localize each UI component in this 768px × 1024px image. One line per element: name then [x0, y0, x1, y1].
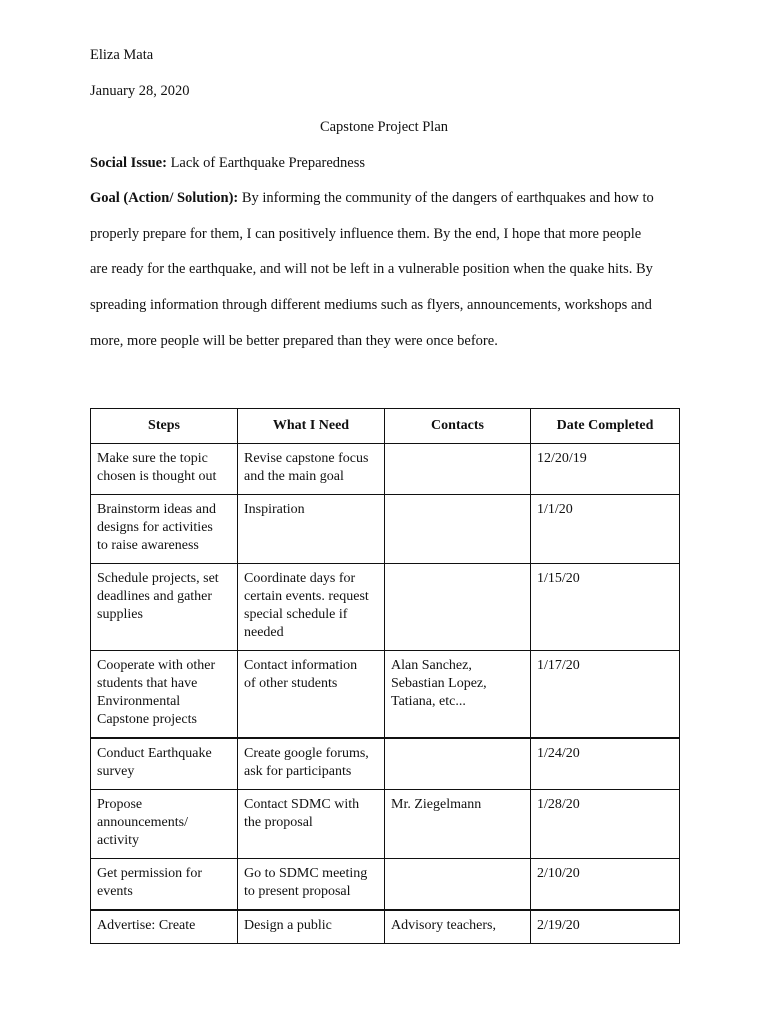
cell-steps: [91, 859, 238, 911]
cell-line: Schedule projects, set: [97, 571, 219, 586]
table-row: [91, 910, 680, 944]
cell-line: 2/10/20: [537, 866, 580, 881]
cell-line: supplies: [97, 607, 143, 622]
cell-line: events: [97, 884, 133, 899]
cell-line: activity: [97, 833, 139, 848]
cell-line: chosen is thought out: [97, 469, 217, 484]
cell-line: Revise capstone focus: [244, 451, 369, 466]
goal-line-3: are ready for the earthquake, and will not be left in a vulnerable position when the quake hits. By: [90, 261, 653, 277]
cell-what-i-need: [238, 651, 385, 739]
cell-date-completed: [531, 790, 680, 859]
cell-what-i-need: [238, 790, 385, 859]
cell-line: 12/20/19: [537, 451, 587, 466]
cell-line: survey: [97, 764, 135, 779]
cell-line: special schedule if: [244, 607, 348, 622]
cell-steps: [91, 444, 238, 495]
cell-line: 1/15/20: [537, 571, 580, 586]
cell-contacts: [385, 910, 531, 944]
table-row: [91, 495, 680, 564]
cell-line: and the main goal: [244, 469, 344, 484]
cell-line: Inspiration: [244, 502, 305, 517]
goal-label: Goal (Action/ Solution):: [90, 190, 239, 206]
cell-line: of other students: [244, 676, 338, 691]
cell-line: to present proposal: [244, 884, 351, 899]
cell-contacts: [385, 444, 531, 495]
cell-steps: [91, 738, 238, 790]
table-row: [91, 738, 680, 790]
goal-line-5: more, more people will be better prepared than they were once before.: [90, 333, 498, 349]
cell-contacts: [385, 495, 531, 564]
cell-line: designs for activities: [97, 520, 213, 535]
cell-line: Go to SDMC meeting: [244, 866, 368, 881]
table-row: [91, 790, 680, 859]
cell-line: Coordinate days for: [244, 571, 356, 586]
social-issue-label: Social Issue:: [90, 155, 167, 171]
cell-line: 1/28/20: [537, 797, 580, 812]
document-title: Capstone Project Plan: [319, 119, 449, 135]
cell-date-completed: [531, 651, 680, 739]
cell-line: Alan Sanchez,: [391, 658, 472, 673]
cell-date-completed: [531, 859, 680, 911]
cell-line: 2/19/20: [537, 918, 580, 933]
column-header-steps: Steps: [91, 409, 238, 444]
cell-line: 1/1/20: [537, 502, 573, 517]
cell-line: Cooperate with other: [97, 658, 216, 673]
cell-what-i-need: [238, 564, 385, 651]
cell-line: Advertise: Create: [97, 918, 196, 933]
cell-contacts: [385, 859, 531, 911]
table-header-row: [91, 409, 680, 444]
cell-line: deadlines and gather: [97, 589, 213, 604]
cell-what-i-need: [238, 859, 385, 911]
author-name: Eliza Mata: [90, 47, 154, 63]
cell-date-completed: [531, 564, 680, 651]
cell-line: Tatiana, etc...: [391, 694, 466, 709]
cell-line: ask for participants: [244, 764, 352, 779]
cell-date-completed: [531, 910, 680, 944]
cell-contacts: [385, 738, 531, 790]
cell-date-completed: [531, 495, 680, 564]
cell-line: Get permission for: [97, 866, 202, 881]
cell-what-i-need: [238, 495, 385, 564]
cell-line: certain events. request: [244, 589, 369, 604]
cell-contacts: [385, 651, 531, 739]
cell-line: Make sure the topic: [97, 451, 208, 466]
cell-what-i-need: [238, 444, 385, 495]
project-plan-table: [90, 408, 680, 944]
cell-line: Brainstorm ideas and: [97, 502, 216, 517]
social-issue-text: Lack of Earthquake Preparedness: [166, 155, 366, 171]
cell-line: 1/17/20: [537, 658, 580, 673]
cell-line: 1/24/20: [537, 746, 580, 761]
cell-contacts: [385, 790, 531, 859]
social-issue-line: [90, 154, 365, 172]
cell-steps: [91, 564, 238, 651]
cell-steps: [91, 651, 238, 739]
column-header-date-completed: Date Completed: [531, 409, 680, 444]
table-row: [91, 444, 680, 495]
cell-line: Capstone projects: [97, 712, 197, 727]
cell-line: Design a public: [244, 918, 332, 933]
cell-steps: [91, 495, 238, 564]
cell-line: Advisory teachers,: [391, 918, 496, 933]
cell-line: to raise awareness: [97, 538, 199, 553]
cell-line: Contact SDMC with: [244, 797, 360, 812]
goal-line-2: properly prepare for them, I can positively influence them. By the end, I hope that more people: [90, 226, 642, 242]
cell-contacts: [385, 564, 531, 651]
cell-line: students that have: [97, 676, 198, 691]
cell-line: Create google forums,: [244, 746, 369, 761]
cell-line: Contact information: [244, 658, 358, 673]
cell-steps: [91, 790, 238, 859]
cell-what-i-need: [238, 910, 385, 944]
cell-line: Environmental: [97, 694, 181, 709]
cell-line: the proposal: [244, 815, 313, 830]
goal-text: By informing the community of the dangers of earthquakes and how to: [238, 190, 654, 206]
cell-date-completed: [531, 738, 680, 790]
table-row: [91, 859, 680, 911]
column-header-what-i-need: What I Need: [238, 409, 385, 444]
table-body: [91, 444, 680, 944]
cell-line: announcements/: [97, 815, 188, 830]
cell-line: Propose: [97, 797, 143, 812]
cell-what-i-need: [238, 738, 385, 790]
cell-line: Conduct Earthquake: [97, 746, 212, 761]
document-date: January 28, 2020: [90, 83, 190, 99]
table-row: [91, 651, 680, 739]
cell-steps: [91, 910, 238, 944]
column-header-contacts: Contacts: [385, 409, 531, 444]
cell-line: needed: [244, 625, 284, 640]
goal-line-1: [90, 189, 654, 207]
cell-line: Mr. Ziegelmann: [391, 797, 482, 812]
cell-date-completed: [531, 444, 680, 495]
table-row: [91, 564, 680, 651]
goal-line-4: spreading information through different mediums such as flyers, announcements, workshops and: [90, 297, 652, 313]
cell-line: Sebastian Lopez,: [391, 676, 487, 691]
